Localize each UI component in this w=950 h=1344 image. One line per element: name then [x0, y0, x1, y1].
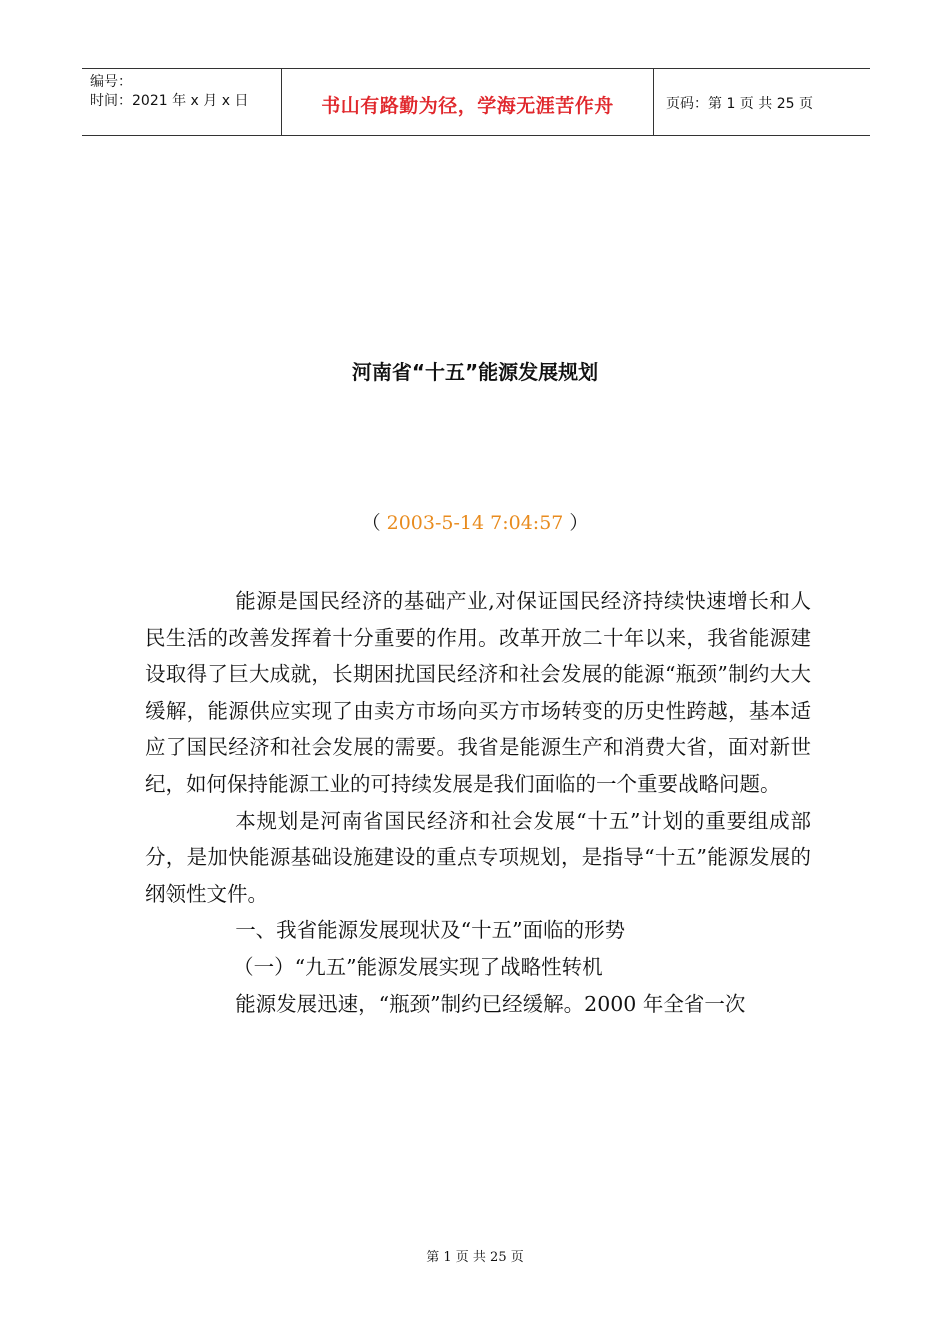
paragraph-intro: 能源是国民经济的基础产业,对保证国民经济持续快速增长和人民生活的改善发挥着十分重要的作用。改革开放二十年以来，我省能源建设取得了巨大成就，长期困扰国民经济和社会发展的能源“瓶颈”制约大大缓解，能源供应实现了由卖方市场向买方市场转变的历史性跨越，基本适应了国民经济和社会发展的需要。我省是能源生产和消费大省，面对新世纪，如何保持能源工业的可持续发展是我们面临的一个重要战略问题。 — [145, 589, 811, 796]
document-date — [0, 508, 950, 535]
paragraph-development: 能源发展迅速，“瓶颈”制约已经缓解。2000 年全省一次 — [235, 991, 746, 1016]
document-header — [82, 68, 870, 136]
document-body — [145, 583, 811, 1022]
subsection-heading-1: （一）“九五”能源发展实现了战略性转机 — [233, 954, 603, 979]
header-motto: 书山有路勤为径，学海无涯苦作舟 — [321, 94, 614, 117]
serial-number-label: 编号： — [90, 74, 132, 90]
time-label: 时间：2021 年 x 月 x 日 — [90, 93, 249, 109]
page-footer: 第 1 页 共 25 页 — [426, 1250, 524, 1265]
section-heading-1: 一、我省能源发展现状及“十五”面临的形势 — [235, 918, 626, 943]
header-page-info: 页码：第 1 页 共 25 页 — [666, 96, 813, 112]
header-page-cell — [654, 69, 870, 135]
date-open-paren: （ — [361, 512, 387, 534]
date-close-paren: ） — [563, 512, 589, 534]
date-value: 2003-5-14 7:04:57 — [386, 512, 564, 534]
header-motto-cell — [282, 69, 654, 135]
paragraph-scope: 本规划是河南省国民经济和社会发展“十五”计划的重要组成部分，是加快能源基础设施建设的重点专项规划，是指导“十五”能源发展的纲领性文件。 — [145, 808, 811, 906]
header-meta-cell — [82, 69, 282, 135]
document-title: 河南省“十五”能源发展规划 — [351, 360, 599, 384]
